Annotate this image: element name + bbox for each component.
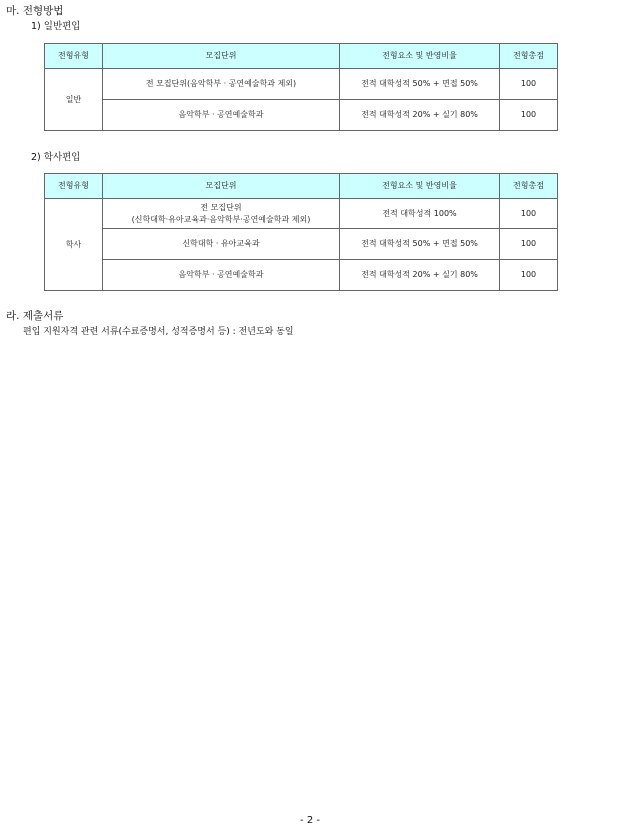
header-factors: 전형요소 및 반영비율 [340,174,500,199]
total-cell: 100 [500,260,558,291]
table-row [45,260,558,291]
section-ma-heading: 마. 전형방법 [6,5,64,17]
general-transfer-table [44,43,558,131]
unit-cell: 신학대학 · 유아교육과 [103,229,340,260]
header-total: 전형총점 [500,44,558,69]
factors-cell: 전적 대학성적 100% [340,199,500,229]
total-cell: 100 [500,199,558,229]
header-type: 전형유형 [45,44,103,69]
bachelor-transfer-heading: 2) 학사편입 [31,152,81,163]
table-row [45,100,558,131]
factors-cell: 전적 대학성적 50% + 면접 50% [340,229,500,260]
type-cell: 일반 [45,69,103,131]
factors-cell: 전적 대학성적 50% + 면접 50% [340,69,500,100]
header-unit: 모집단위 [103,174,340,199]
table-header-row [45,174,558,199]
bachelor-transfer-table [44,173,558,291]
factors-cell: 전적 대학성적 20% + 실기 80% [340,100,500,131]
table-row [45,199,558,229]
factors-cell: 전적 대학성적 20% + 실기 80% [340,260,500,291]
unit-cell: 음악학부 · 공연예술학과 [103,100,340,131]
header-factors: 전형요소 및 반영비율 [340,44,500,69]
header-type: 전형유형 [45,174,103,199]
total-cell: 100 [500,229,558,260]
total-cell: 100 [500,69,558,100]
type-cell: 학사 [45,199,103,291]
header-total: 전형총점 [500,174,558,199]
section-ra-heading: 라. 제출서류 [6,310,64,322]
table-row [45,69,558,100]
documents-body-text: 편입 지원자격 관련 서류(수료증명서, 성적증명서 등) : 전년도와 동일 [23,327,294,337]
table-header-row [45,44,558,69]
unit-line-2: (신학대학·유아교육과·음악학부·공연예술학과 제외) [131,214,311,224]
unit-cell: 전 모집단위(음악학부 · 공연예술학과 제외) [103,69,340,100]
total-cell: 100 [500,100,558,131]
table-row [45,229,558,260]
page-number: - 2 - [300,815,320,826]
general-transfer-heading: 1) 일반편입 [31,21,81,32]
unit-cell: 음악학부 · 공연예술학과 [103,260,340,291]
unit-cell [103,199,340,229]
header-unit: 모집단위 [103,44,340,69]
unit-line-1: 전 모집단위 [200,202,242,212]
